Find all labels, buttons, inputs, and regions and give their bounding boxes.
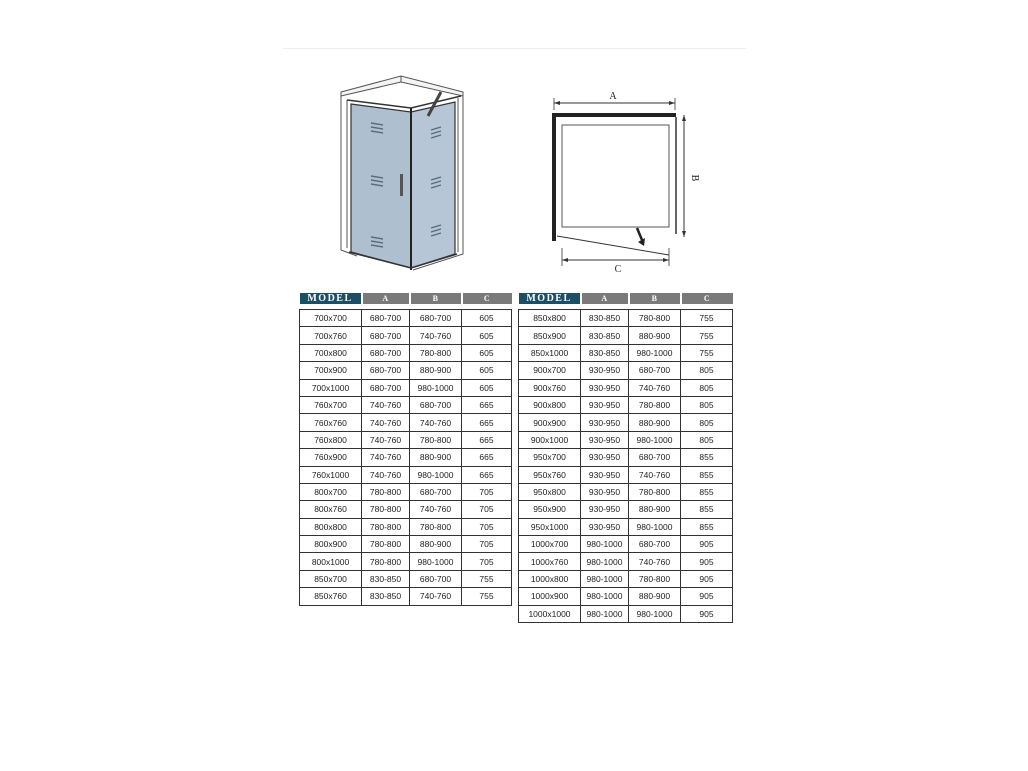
cell-model: 950x1000 (519, 518, 581, 535)
size-table-right (518, 293, 733, 623)
cell-a: 780-800 (362, 501, 410, 518)
cell-b: 880-900 (410, 362, 462, 379)
table-row (300, 466, 512, 483)
cell-b: 780-800 (629, 310, 681, 327)
cell-model: 700x700 (300, 310, 362, 327)
cell-b: 780-800 (629, 483, 681, 500)
cell-model: 900x800 (519, 396, 581, 413)
cell-c: 705 (462, 518, 512, 535)
cell-c: 705 (462, 501, 512, 518)
shower-enclosure-illustration (333, 70, 473, 275)
cell-model: 1000x900 (519, 588, 581, 605)
cell-a: 680-700 (362, 362, 410, 379)
cell-model: 760x900 (300, 449, 362, 466)
table-row (300, 570, 512, 587)
cell-model: 800x900 (300, 536, 362, 553)
cell-a: 740-760 (362, 431, 410, 448)
cell-b: 780-800 (410, 344, 462, 361)
cell-c: 605 (462, 327, 512, 344)
cell-model: 800x760 (300, 501, 362, 518)
cell-a: 680-700 (362, 310, 410, 327)
table-header-row (300, 293, 512, 304)
cell-b: 740-760 (629, 466, 681, 483)
table-row (519, 570, 733, 587)
cell-a: 780-800 (362, 553, 410, 570)
cell-b: 880-900 (629, 501, 681, 518)
cell-a: 680-700 (362, 379, 410, 396)
table-row (300, 344, 512, 361)
cell-a: 780-800 (362, 536, 410, 553)
cell-b: 680-700 (410, 310, 462, 327)
cell-a: 930-950 (581, 431, 629, 448)
header-model: MODEL (300, 293, 362, 304)
table-row (300, 449, 512, 466)
header-b: B (629, 293, 681, 304)
cell-model: 1000x800 (519, 570, 581, 587)
table-row (519, 553, 733, 570)
cell-a: 830-850 (581, 344, 629, 361)
cell-c: 665 (462, 431, 512, 448)
table-row (300, 396, 512, 413)
table-row (519, 327, 733, 344)
cell-model: 700x900 (300, 362, 362, 379)
cell-a: 740-760 (362, 449, 410, 466)
cell-a: 930-950 (581, 501, 629, 518)
cell-model: 800x700 (300, 483, 362, 500)
table-row (300, 518, 512, 535)
table-row (519, 466, 733, 483)
cell-model: 950x760 (519, 466, 581, 483)
table-row (300, 501, 512, 518)
dimension-diagram (545, 88, 700, 278)
table-row (300, 431, 512, 448)
cell-b: 980-1000 (629, 605, 681, 622)
cell-b: 980-1000 (410, 553, 462, 570)
table-row (519, 379, 733, 396)
cell-c: 855 (681, 483, 733, 500)
cell-b: 880-900 (629, 588, 681, 605)
cell-a: 680-700 (362, 327, 410, 344)
cell-a: 980-1000 (581, 536, 629, 553)
cell-b: 980-1000 (629, 344, 681, 361)
cell-a: 830-850 (362, 570, 410, 587)
header-a: A (581, 293, 629, 304)
table-row (300, 536, 512, 553)
cell-c: 855 (681, 449, 733, 466)
cell-model: 760x800 (300, 431, 362, 448)
cell-b: 880-900 (629, 327, 681, 344)
table-row (519, 396, 733, 413)
table-row (300, 327, 512, 344)
cell-model: 760x700 (300, 396, 362, 413)
cell-c: 905 (681, 536, 733, 553)
cell-model: 1000x760 (519, 553, 581, 570)
cell-c: 665 (462, 449, 512, 466)
cell-c: 805 (681, 362, 733, 379)
cell-b: 680-700 (629, 536, 681, 553)
cell-b: 780-800 (629, 396, 681, 413)
cell-a: 930-950 (581, 449, 629, 466)
cell-a: 930-950 (581, 362, 629, 379)
cell-b: 880-900 (410, 449, 462, 466)
table-row (519, 344, 733, 361)
cell-b: 680-700 (629, 362, 681, 379)
cell-model: 950x700 (519, 449, 581, 466)
cell-b: 980-1000 (410, 466, 462, 483)
cell-b: 780-800 (410, 431, 462, 448)
cell-a: 780-800 (362, 518, 410, 535)
cell-a: 780-800 (362, 483, 410, 500)
table-header-row (519, 293, 733, 304)
cell-b: 880-900 (629, 414, 681, 431)
cell-b: 680-700 (410, 570, 462, 587)
cell-c: 605 (462, 379, 512, 396)
cell-model: 900x1000 (519, 431, 581, 448)
cell-model: 700x1000 (300, 379, 362, 396)
cell-model: 850x760 (300, 588, 362, 605)
cell-c: 665 (462, 466, 512, 483)
cell-c: 605 (462, 344, 512, 361)
table-row (519, 501, 733, 518)
cell-b: 680-700 (629, 449, 681, 466)
header-a: A (362, 293, 410, 304)
table-row (300, 379, 512, 396)
cell-c: 805 (681, 396, 733, 413)
cell-model: 900x760 (519, 379, 581, 396)
cell-b: 780-800 (410, 518, 462, 535)
table-row (519, 518, 733, 535)
cell-a: 740-760 (362, 414, 410, 431)
header-c: C (681, 293, 733, 304)
cell-c: 755 (681, 310, 733, 327)
cell-c: 905 (681, 588, 733, 605)
cell-b: 740-760 (410, 501, 462, 518)
table-row (300, 588, 512, 605)
cell-a: 930-950 (581, 518, 629, 535)
cell-a: 930-950 (581, 396, 629, 413)
cell-b: 680-700 (410, 396, 462, 413)
cell-c: 755 (462, 588, 512, 605)
cell-a: 980-1000 (581, 588, 629, 605)
cell-c: 905 (681, 553, 733, 570)
cell-b: 740-760 (410, 414, 462, 431)
cell-b: 880-900 (410, 536, 462, 553)
cell-b: 980-1000 (629, 431, 681, 448)
cell-c: 905 (681, 570, 733, 587)
cell-model: 700x800 (300, 344, 362, 361)
cell-model: 850x1000 (519, 344, 581, 361)
cell-a: 740-760 (362, 396, 410, 413)
table-row (300, 553, 512, 570)
cell-a: 930-950 (581, 466, 629, 483)
table-row (519, 414, 733, 431)
cell-c: 705 (462, 536, 512, 553)
cell-c: 605 (462, 362, 512, 379)
cell-a: 930-950 (581, 379, 629, 396)
cell-b: 740-760 (629, 379, 681, 396)
cell-model: 850x800 (519, 310, 581, 327)
table-row (519, 431, 733, 448)
cell-a: 830-850 (581, 310, 629, 327)
cell-model: 950x900 (519, 501, 581, 518)
header-model: MODEL (519, 293, 581, 304)
cell-c: 705 (462, 483, 512, 500)
cell-a: 930-950 (581, 414, 629, 431)
table-row (300, 414, 512, 431)
cell-a: 980-1000 (581, 605, 629, 622)
cell-model: 760x1000 (300, 466, 362, 483)
cell-c: 855 (681, 466, 733, 483)
cell-model: 700x760 (300, 327, 362, 344)
cell-c: 755 (462, 570, 512, 587)
cell-c: 705 (462, 553, 512, 570)
cell-b: 740-760 (410, 588, 462, 605)
cell-model: 900x900 (519, 414, 581, 431)
cell-a: 980-1000 (581, 553, 629, 570)
cell-model: 800x800 (300, 518, 362, 535)
label-a: A (609, 91, 617, 102)
cell-model: 1000x1000 (519, 605, 581, 622)
cell-b: 680-700 (410, 483, 462, 500)
table-row (519, 310, 733, 327)
cell-c: 665 (462, 396, 512, 413)
table-row (300, 483, 512, 500)
cell-model: 850x700 (300, 570, 362, 587)
table-row (519, 536, 733, 553)
table-row (519, 483, 733, 500)
cell-c: 905 (681, 605, 733, 622)
header-b: B (410, 293, 462, 304)
table-row (519, 362, 733, 379)
cell-c: 855 (681, 518, 733, 535)
cell-a: 680-700 (362, 344, 410, 361)
header-c: C (462, 293, 512, 304)
label-c: C (614, 264, 622, 275)
cell-model: 800x1000 (300, 553, 362, 570)
cell-model: 1000x700 (519, 536, 581, 553)
cell-c: 805 (681, 414, 733, 431)
table-row (519, 605, 733, 622)
cell-model: 760x760 (300, 414, 362, 431)
cell-a: 830-850 (362, 588, 410, 605)
size-table-left (299, 293, 512, 606)
cell-c: 805 (681, 379, 733, 396)
cell-c: 605 (462, 310, 512, 327)
table-row (300, 362, 512, 379)
cell-a: 980-1000 (581, 570, 629, 587)
cell-model: 950x800 (519, 483, 581, 500)
cell-c: 665 (462, 414, 512, 431)
cell-c: 755 (681, 344, 733, 361)
label-b: B (689, 174, 700, 182)
cell-model: 850x900 (519, 327, 581, 344)
cell-model: 900x700 (519, 362, 581, 379)
cell-a: 830-850 (581, 327, 629, 344)
cell-c: 755 (681, 327, 733, 344)
cell-b: 780-800 (629, 570, 681, 587)
cell-a: 740-760 (362, 466, 410, 483)
cell-b: 980-1000 (410, 379, 462, 396)
cell-b: 740-760 (629, 553, 681, 570)
table-row (300, 310, 512, 327)
cell-c: 805 (681, 431, 733, 448)
cell-a: 930-950 (581, 483, 629, 500)
cell-c: 855 (681, 501, 733, 518)
table-row (519, 449, 733, 466)
cell-b: 980-1000 (629, 518, 681, 535)
cell-b: 740-760 (410, 327, 462, 344)
table-row (519, 588, 733, 605)
